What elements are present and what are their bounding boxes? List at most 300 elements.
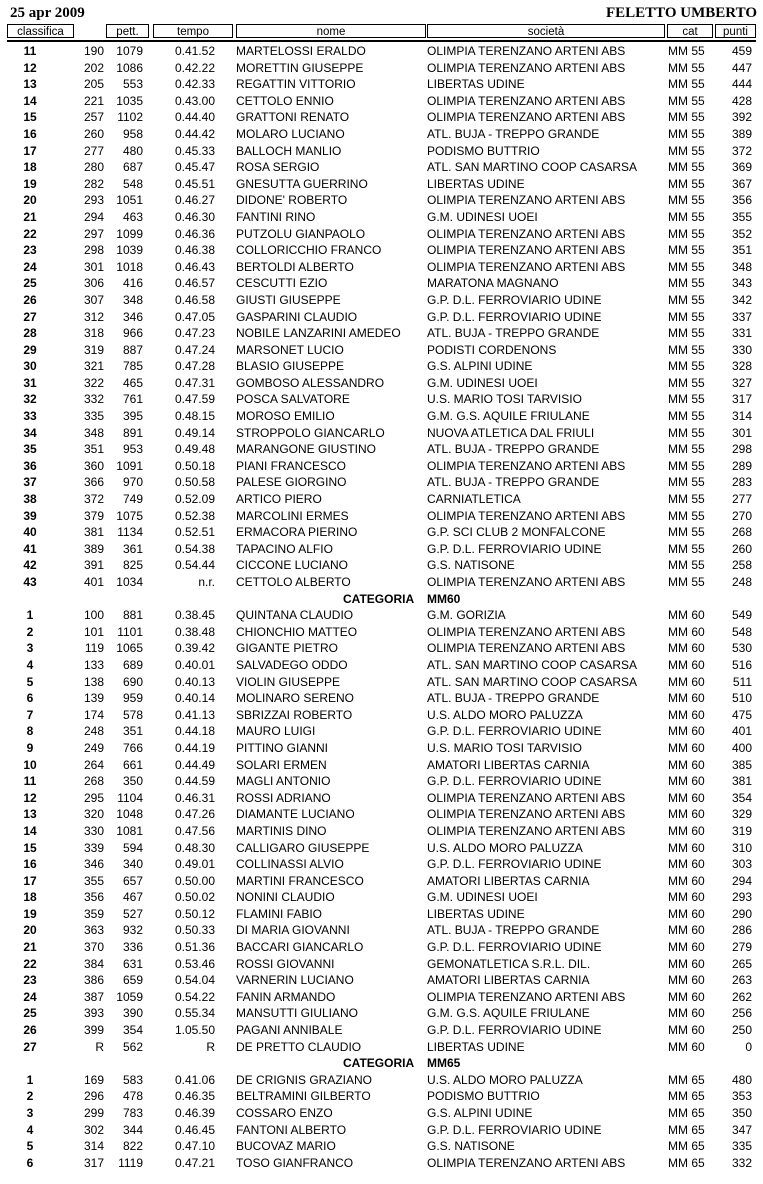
overall-rank-cell: 399 [83, 1023, 104, 1038]
category-cell: MM 55 [668, 276, 705, 291]
time-cell: 0.47.23 [174, 326, 215, 341]
club-cell: G.P. D.L. FERROVIARIO UDINE [427, 1122, 602, 1137]
position-cell: 21 [23, 940, 37, 955]
overall-rank-cell: 319 [83, 342, 104, 357]
overall-rank-cell: 355 [83, 873, 104, 888]
bib-number-cell: 553 [122, 77, 143, 92]
category-cell: MM 55 [668, 525, 705, 540]
position-cell: 18 [23, 160, 37, 175]
athlete-name-cell: GNESUTTA GUERRINO [236, 176, 368, 191]
category-heading [0, 591, 763, 608]
time-cell: 0.44.49 [174, 757, 215, 772]
bib-number-cell: 1035 [116, 93, 143, 108]
points-cell: 369 [731, 160, 752, 175]
category-cell: MM 65 [668, 1106, 705, 1120]
athlete-name-cell: DI MARIA GIOVANNI [236, 923, 350, 938]
overall-rank-cell: 260 [83, 126, 104, 141]
points-cell: 0 [745, 1039, 752, 1054]
bib-number-cell: 822 [122, 1139, 143, 1154]
club-cell: ATL. BUJA - TREPPO GRANDE [427, 126, 600, 141]
bib-number-cell: 340 [122, 857, 143, 872]
table-row [0, 375, 763, 392]
position-cell: 30 [23, 359, 37, 374]
overall-rank-cell: 299 [83, 1106, 104, 1120]
time-cell: 0.43.00 [174, 93, 215, 108]
overall-rank-cell: 174 [83, 707, 104, 722]
time-cell: 0.46.39 [174, 1106, 215, 1120]
athlete-name-cell: MARTELOSSI ERALDO [236, 44, 366, 58]
category-cell: MM 55 [668, 259, 705, 274]
category-cell: MM 55 [668, 226, 705, 241]
time-cell: 0.54.04 [174, 973, 215, 988]
club-cell: ATL. BUJA - TREPPO GRANDE [427, 475, 600, 490]
club-cell: OLIMPIA TERENZANO ARTENI ABS [427, 575, 626, 589]
table-row [0, 76, 763, 93]
points-cell: 289 [731, 458, 752, 473]
category-cell: MM 55 [668, 309, 705, 324]
time-cell: 0.49.14 [174, 425, 215, 440]
table-row [0, 806, 763, 823]
overall-rank-cell: 257 [83, 110, 104, 125]
bib-number-cell: 344 [122, 1122, 143, 1137]
table-row [0, 425, 763, 442]
athlete-name-cell: GASPARINI CLAUDIO [236, 309, 358, 324]
position-cell: 17 [23, 873, 37, 888]
table-row [0, 723, 763, 740]
overall-rank-cell: 384 [83, 956, 104, 971]
overall-rank-cell: 298 [83, 243, 104, 258]
athlete-name-cell: MARTINIS DINO [236, 823, 327, 838]
bib-number-cell: 346 [122, 309, 143, 324]
overall-rank-cell: 249 [83, 740, 104, 755]
club-cell: G.P. D.L. FERROVIARIO UDINE [427, 940, 602, 955]
col-classifica: classifica [7, 24, 74, 38]
category-cell: MM 65 [668, 1072, 705, 1087]
position-cell: 16 [23, 126, 37, 141]
club-cell: G.S. NATISONE [427, 1139, 515, 1154]
club-cell: OLIMPIA TERENZANO ARTENI ABS [427, 60, 626, 75]
points-cell: 317 [731, 392, 752, 407]
position-cell: 10 [23, 757, 37, 772]
bib-number-cell: 959 [122, 691, 143, 706]
position-cell: 42 [23, 558, 37, 573]
athlete-name-cell: TAPACINO ALFIO [236, 541, 333, 556]
athlete-name-cell: VARNERIN LUCIANO [236, 973, 354, 988]
position-cell: 12 [23, 60, 37, 75]
category-cell: MM 60 [668, 807, 705, 822]
time-cell: 0.46.36 [174, 226, 215, 241]
athlete-name-cell: GRATTONI RENATO [236, 110, 350, 125]
club-cell: MARATONA MAGNANO [427, 276, 559, 291]
table-row [0, 1022, 763, 1039]
time-cell: 0.48.30 [174, 840, 215, 855]
bib-number-cell: 661 [122, 757, 143, 772]
points-cell: 510 [731, 691, 752, 706]
table-row [0, 524, 763, 541]
time-cell: 0.41.52 [174, 44, 215, 58]
table-row [0, 209, 763, 226]
points-cell: 277 [731, 492, 752, 507]
club-cell: G.P. D.L. FERROVIARIO UDINE [427, 774, 602, 789]
club-cell: ATL. BUJA - TREPPO GRANDE [427, 326, 600, 341]
time-cell: 0.46.35 [174, 1089, 215, 1104]
points-cell: 250 [731, 1023, 752, 1038]
race-location: FELETTO UMBERTO [605, 5, 757, 21]
table-row [0, 491, 763, 508]
points-cell: 372 [731, 143, 752, 158]
points-cell: 343 [731, 276, 752, 291]
overall-rank-cell: 335 [83, 409, 104, 424]
time-cell: 0.54.44 [174, 558, 215, 573]
position-cell: 38 [23, 492, 37, 507]
bib-number-cell: 351 [122, 724, 143, 739]
club-cell: U.S. ALDO MORO PALUZZA [427, 1072, 583, 1087]
time-cell: 0.47.28 [174, 359, 215, 374]
table-row [0, 226, 763, 243]
overall-rank-cell: 101 [83, 624, 104, 639]
club-cell: G.M. UDINESI UOEI [427, 890, 538, 905]
table-row [0, 1105, 763, 1122]
table-row [0, 358, 763, 375]
bib-number-cell: 562 [122, 1039, 143, 1054]
overall-rank-cell: 295 [83, 790, 104, 805]
points-cell: 262 [731, 989, 752, 1004]
overall-rank-cell: 351 [83, 442, 104, 457]
position-cell: 40 [23, 525, 37, 540]
time-cell: 0.47.31 [174, 375, 215, 390]
points-cell: 294 [731, 873, 752, 888]
table-row [0, 889, 763, 906]
points-cell: 530 [731, 641, 752, 656]
overall-rank-cell: 366 [83, 475, 104, 490]
position-cell: 14 [23, 93, 37, 108]
table-row [0, 840, 763, 857]
bib-number-cell: 390 [122, 1006, 143, 1021]
overall-rank-cell: 332 [83, 392, 104, 407]
time-cell: 0.46.45 [174, 1122, 215, 1137]
position-cell: 19 [23, 906, 37, 921]
time-cell: 0.48.15 [174, 409, 215, 424]
table-row [0, 922, 763, 939]
category-cell: MM 55 [668, 409, 705, 424]
table-row [0, 856, 763, 873]
athlete-name-cell: MARANGONE GIUSTINO [236, 442, 377, 457]
overall-rank-cell: 339 [83, 840, 104, 855]
time-cell: 0.52.38 [174, 508, 215, 523]
club-cell: OLIMPIA TERENZANO ARTENI ABS [427, 259, 626, 274]
position-cell: 15 [23, 840, 37, 855]
position-cell: 22 [23, 956, 37, 971]
col-pett: pett. [106, 24, 149, 38]
table-row [0, 823, 763, 840]
athlete-name-cell: BELTRAMINI GILBERTO [236, 1089, 371, 1104]
club-cell: OLIMPIA TERENZANO ARTENI ABS [427, 44, 626, 58]
category-cell: MM 60 [668, 757, 705, 772]
time-cell: 0.41.06 [174, 1072, 215, 1087]
table-row [0, 956, 763, 973]
table-row [0, 342, 763, 359]
athlete-name-cell: REGATTIN VITTORIO [236, 77, 356, 92]
overall-rank-cell: 387 [83, 989, 104, 1004]
points-cell: 265 [731, 956, 752, 971]
overall-rank-cell: 202 [83, 60, 104, 75]
overall-rank-cell: 312 [83, 309, 104, 324]
points-cell: 303 [731, 857, 752, 872]
time-cell: 0.45.33 [174, 143, 215, 158]
position-cell: 32 [23, 392, 37, 407]
time-cell: 0.55.34 [174, 1006, 215, 1021]
overall-rank-cell: 393 [83, 1006, 104, 1021]
position-cell: 5 [26, 674, 34, 689]
club-cell: ATL. SAN MARTINO COOP CASARSA [427, 657, 638, 672]
bib-number-cell: 1079 [116, 44, 143, 58]
bib-number-cell: 783 [122, 1106, 143, 1120]
athlete-name-cell: COSSARO ENZO [236, 1106, 333, 1120]
table-row [0, 109, 763, 126]
category-heading-value: MM60 [427, 591, 461, 606]
time-cell: 0.54.38 [174, 541, 215, 556]
category-cell: MM 65 [668, 1155, 705, 1170]
table-row [0, 458, 763, 475]
category-cell: MM 60 [668, 674, 705, 689]
club-cell: G.M. UDINESI UOEI [427, 375, 538, 390]
points-cell: 400 [731, 740, 752, 755]
position-cell: 29 [23, 342, 37, 357]
bib-number-cell: 1039 [116, 243, 143, 258]
position-cell: 11 [23, 774, 37, 789]
time-cell: 0.45.51 [174, 176, 215, 191]
club-cell: OLIMPIA TERENZANO ARTENI ABS [427, 1155, 626, 1170]
time-cell: 0.49.01 [174, 857, 215, 872]
bib-number-cell: 395 [122, 409, 143, 424]
table-row [0, 60, 763, 77]
club-cell: GEMONATLETICA S.R.L. DIL. [427, 956, 591, 971]
category-cell: MM 60 [668, 624, 705, 639]
points-cell: 381 [731, 774, 752, 789]
athlete-name-cell: MAGLI ANTONIO [236, 774, 331, 789]
overall-rank-cell: 268 [83, 774, 104, 789]
athlete-name-cell: CICCONE LUCIANO [236, 558, 349, 573]
col-tempo: tempo [153, 24, 233, 38]
athlete-name-cell: MORETTIN GIUSEPPE [236, 60, 364, 75]
category-cell: MM 55 [668, 243, 705, 258]
points-cell: 301 [731, 425, 752, 440]
position-cell: 12 [23, 790, 37, 805]
table-row [0, 259, 763, 276]
position-cell: 5 [26, 1139, 34, 1154]
club-cell: U.S. ALDO MORO PALUZZA [427, 840, 583, 855]
athlete-name-cell: ARTICO PIERO [236, 492, 322, 507]
position-cell: 2 [26, 624, 34, 639]
position-cell: 15 [23, 110, 37, 125]
club-cell: LIBERTAS UDINE [427, 906, 525, 921]
time-cell: 0.44.40 [174, 110, 215, 125]
table-row [0, 939, 763, 956]
category-cell: MM 55 [668, 44, 705, 58]
category-cell: MM 55 [668, 160, 705, 175]
overall-rank-cell: 370 [83, 940, 104, 955]
category-cell: MM 60 [668, 1023, 705, 1038]
athlete-name-cell: COLLORICCHIO FRANCO [236, 243, 382, 258]
time-cell: 0.47.05 [174, 309, 215, 324]
table-row [0, 275, 763, 292]
club-cell: OLIMPIA TERENZANO ARTENI ABS [427, 93, 626, 108]
athlete-name-cell: DIAMANTE LUCIANO [236, 807, 355, 822]
club-cell: G.S. ALPINI UDINE [427, 359, 533, 374]
overall-rank-cell: 317 [83, 1155, 104, 1170]
points-cell: 428 [731, 93, 752, 108]
points-cell: 260 [731, 541, 752, 556]
category-cell: MM 55 [668, 575, 705, 589]
overall-rank-cell: 320 [83, 807, 104, 822]
club-cell: OLIMPIA TERENZANO ARTENI ABS [427, 110, 626, 125]
club-cell: OLIMPIA TERENZANO ARTENI ABS [427, 641, 626, 656]
time-cell: 0.44.19 [174, 740, 215, 755]
club-cell: G.M. G.S. AQUILE FRIULANE [427, 1006, 590, 1021]
bib-number-cell: 348 [122, 292, 143, 307]
bib-number-cell: 970 [122, 475, 143, 490]
athlete-name-cell: NOBILE LANZARINI AMEDEO [236, 326, 401, 341]
bib-number-cell: 749 [122, 492, 143, 507]
position-cell: 3 [26, 641, 34, 656]
club-cell: LIBERTAS UDINE [427, 1039, 525, 1054]
athlete-name-cell: ROSA SERGIO [236, 160, 320, 175]
category-cell: MM 60 [668, 823, 705, 838]
time-cell: 0.50.33 [174, 923, 215, 938]
category-cell: MM 55 [668, 359, 705, 374]
time-cell: 0.51.36 [174, 940, 215, 955]
bib-number-cell: 825 [122, 558, 143, 573]
col-punti: punti [715, 24, 756, 38]
bib-number-cell: 480 [122, 143, 143, 158]
athlete-name-cell: QUINTANA CLAUDIO [236, 608, 354, 623]
table-row [0, 773, 763, 790]
athlete-name-cell: SOLARI ERMEN [236, 757, 327, 772]
overall-rank-cell: 293 [83, 193, 104, 208]
time-cell: 0.46.38 [174, 243, 215, 258]
time-cell: 0.50.00 [174, 873, 215, 888]
points-cell: 279 [731, 940, 752, 955]
table-row [0, 43, 763, 60]
overall-rank-cell: 372 [83, 492, 104, 507]
bib-number-cell: 1102 [117, 110, 143, 125]
athlete-name-cell: MOLINARO SERENO [236, 691, 355, 706]
time-cell: 0.38.45 [174, 608, 215, 623]
overall-rank-cell: 302 [83, 1122, 104, 1137]
bib-number-cell: 1081 [116, 823, 143, 838]
club-cell: NUOVA ATLETICA DAL FRIULI [427, 425, 595, 440]
time-cell: 0.50.58 [174, 475, 215, 490]
category-cell: MM 60 [668, 641, 705, 656]
table-row [0, 508, 763, 525]
time-cell: 0.47.56 [174, 823, 215, 838]
category-cell: MM 60 [668, 707, 705, 722]
overall-rank-cell: 294 [83, 209, 104, 224]
club-cell: G.S. NATISONE [427, 558, 515, 573]
category-cell: MM 55 [668, 143, 705, 158]
overall-rank-cell: 169 [83, 1072, 104, 1087]
table-row [0, 93, 763, 110]
athlete-name-cell: SALVADEGO ODDO [236, 657, 348, 672]
position-cell: 4 [26, 657, 34, 672]
table-row [0, 674, 763, 691]
bib-number-cell: 1034 [116, 575, 143, 589]
time-cell: 0.44.18 [174, 724, 215, 739]
points-cell: 331 [731, 326, 752, 341]
overall-rank-cell: 314 [83, 1139, 104, 1154]
athlete-name-cell: POSCA SALVATORE [236, 392, 350, 407]
category-cell: MM 65 [668, 1089, 705, 1104]
time-cell: 0.50.18 [174, 458, 215, 473]
table-row [0, 740, 763, 757]
club-cell: OLIMPIA TERENZANO ARTENI ABS [427, 807, 626, 822]
category-cell: MM 60 [668, 873, 705, 888]
points-cell: 248 [731, 575, 752, 589]
position-cell: 24 [23, 259, 37, 274]
bib-number-cell: 336 [122, 940, 143, 955]
overall-rank-cell: 138 [83, 674, 104, 689]
time-cell: 0.42.22 [174, 60, 215, 75]
club-cell: OLIMPIA TERENZANO ARTENI ABS [427, 243, 626, 258]
points-cell: 290 [731, 906, 752, 921]
position-cell: 21 [23, 209, 37, 224]
position-cell: 31 [23, 375, 37, 390]
club-cell: G.M. UDINESI UOEI [427, 209, 538, 224]
category-cell: MM 60 [668, 906, 705, 921]
points-cell: 516 [731, 657, 752, 672]
time-cell: 0.46.27 [174, 193, 215, 208]
time-cell: n.r. [198, 575, 215, 589]
time-cell: 0.44.42 [174, 126, 215, 141]
points-cell: 256 [731, 1006, 752, 1021]
athlete-name-cell: PAGANI ANNIBALE [236, 1023, 343, 1038]
time-cell: 0.52.51 [174, 525, 215, 540]
position-cell: 25 [23, 1006, 37, 1021]
club-cell: U.S. MARIO TOSI TARVISIO [427, 740, 582, 755]
time-cell: 0.47.21 [174, 1155, 215, 1170]
points-cell: 319 [731, 823, 752, 838]
points-cell: 314 [731, 409, 752, 424]
category-heading [0, 1055, 763, 1072]
athlete-name-cell: GIGANTE PIETRO [236, 641, 339, 656]
athlete-name-cell: ERMACORA PIERINO [236, 525, 358, 540]
category-cell: MM 55 [668, 492, 705, 507]
points-cell: 330 [731, 342, 752, 357]
table-row [0, 408, 763, 425]
club-cell: OLIMPIA TERENZANO ARTENI ABS [427, 624, 626, 639]
club-cell: ATL. BUJA - TREPPO GRANDE [427, 691, 600, 706]
table-row [0, 126, 763, 143]
points-cell: 327 [731, 375, 752, 390]
position-cell: 27 [23, 1039, 37, 1054]
overall-rank-cell: 379 [83, 508, 104, 523]
category-cell: MM 55 [668, 326, 705, 341]
athlete-name-cell: ROSSI GIOVANNI [236, 956, 335, 971]
bib-number-cell: 766 [122, 740, 143, 755]
time-cell: 0.47.10 [174, 1139, 215, 1154]
overall-rank-cell: 100 [83, 608, 104, 623]
category-cell: MM 60 [668, 1006, 705, 1021]
position-cell: 14 [23, 823, 37, 838]
position-cell: 33 [23, 409, 37, 424]
club-cell: ATL. BUJA - TREPPO GRANDE [427, 923, 600, 938]
athlete-name-cell: MARTINI FRANCESCO [236, 873, 364, 888]
club-cell: G.P. D.L. FERROVIARIO UDINE [427, 309, 602, 324]
time-cell: 0.45.47 [174, 160, 215, 175]
time-cell: 0.49.48 [174, 442, 215, 457]
position-cell: 17 [23, 143, 37, 158]
race-date: 25 apr 2009 [10, 5, 85, 21]
